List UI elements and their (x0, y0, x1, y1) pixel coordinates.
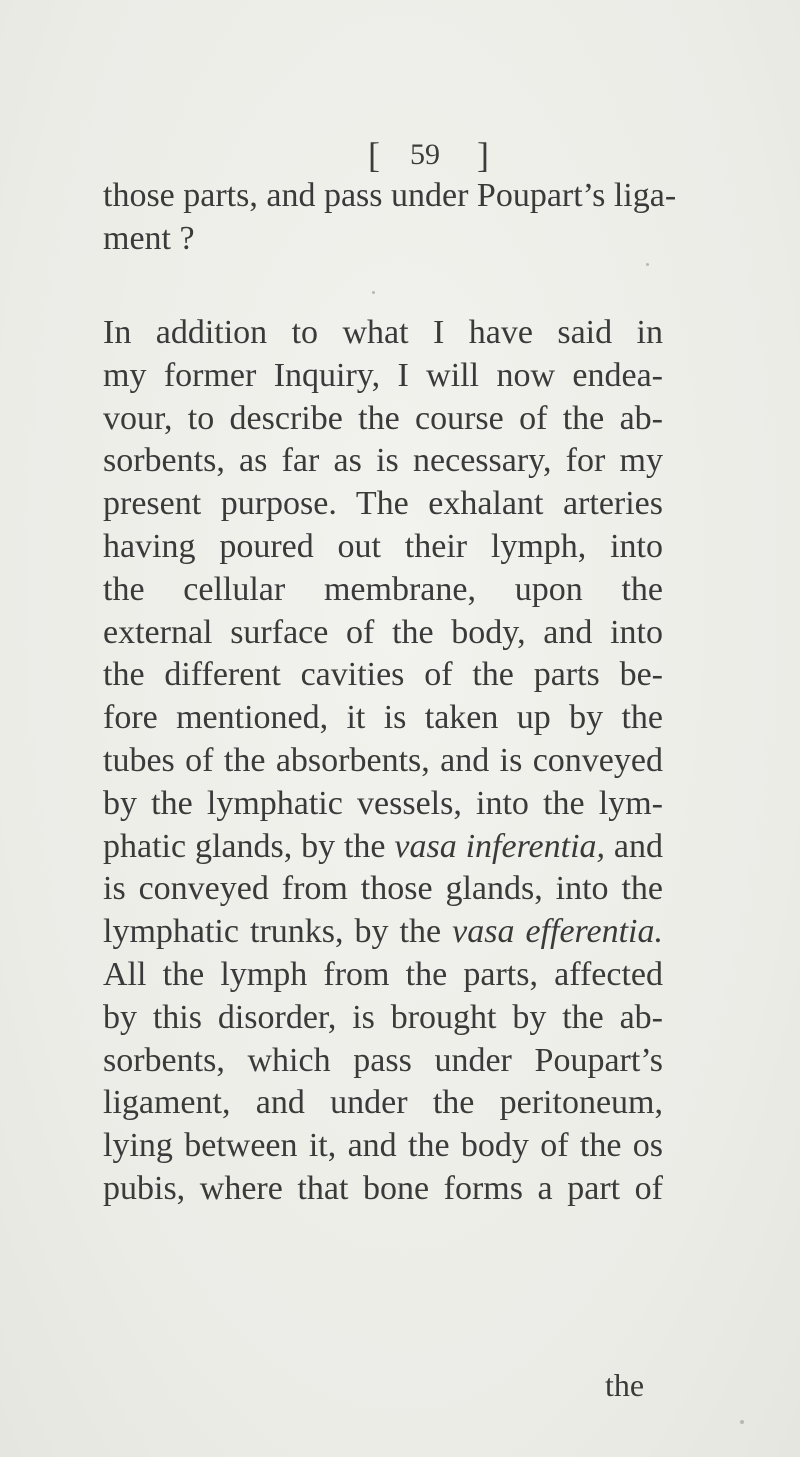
text-line: vour, to describe the course of the ab- (103, 399, 663, 437)
text-fragment: lymphatic trunks, by the (103, 913, 442, 951)
text-line (103, 826, 663, 869)
text-line: ment ? (103, 219, 195, 257)
paper-speck (646, 263, 649, 266)
header-bracket-close: ] (477, 135, 489, 175)
text-line: having poured out their lymph, into (103, 527, 663, 565)
text-line: pubis, where that bone forms a part of (103, 1169, 663, 1207)
paper-speck (740, 1420, 744, 1424)
text-line: All the lymph from the parts, affected (103, 955, 663, 993)
header-bracket-open: [ (368, 135, 380, 175)
text-line: external surface of the body, and into (103, 613, 663, 651)
text-line: ligament, and under the peritoneum, (103, 1084, 663, 1122)
text-line: fore mentioned, it is taken up by the (103, 699, 663, 737)
text-line: In addition to what I have said in (103, 314, 663, 351)
text-line: the different cavities of the parts be- (103, 656, 663, 694)
text-line: by this disorder, is brought by the ab- (103, 998, 663, 1036)
page-number: 59 (410, 138, 440, 171)
text-line: the cellular membrane, upon the (103, 570, 663, 608)
text-line: my former Inquiry, I will now endea- (103, 356, 663, 394)
paper-speck (372, 291, 375, 294)
text-line: by the lymphatic vessels, into the lym- (103, 784, 663, 822)
paragraph-main (103, 312, 663, 1211)
text-line: sorbents, as far as is necessary, for my (103, 442, 663, 480)
text-line: present purpose. The exhalant arteries (103, 485, 663, 523)
text-line: is conveyed from those glands, into the (103, 870, 663, 908)
text-line (103, 911, 663, 954)
text-line: lying between it, and the body of the os (103, 1127, 663, 1165)
catchword: the (605, 1367, 645, 1403)
text-fragment: phatic glands, by the (103, 827, 386, 865)
text-fragment: and (613, 827, 663, 865)
text-line: tubes of the absorbents, and is conveyed (103, 741, 663, 779)
paragraph-continuation (103, 175, 677, 261)
italic-term-vasa-efferentia: vasa efferentia. (452, 913, 663, 951)
italic-term-vasa-inferentia: vasa inferentia, (394, 827, 606, 865)
text-line: those parts, and pass under Poupart’s liga- (103, 177, 677, 214)
text-line: sorbents, which pass under Poupart’s (103, 1041, 663, 1079)
